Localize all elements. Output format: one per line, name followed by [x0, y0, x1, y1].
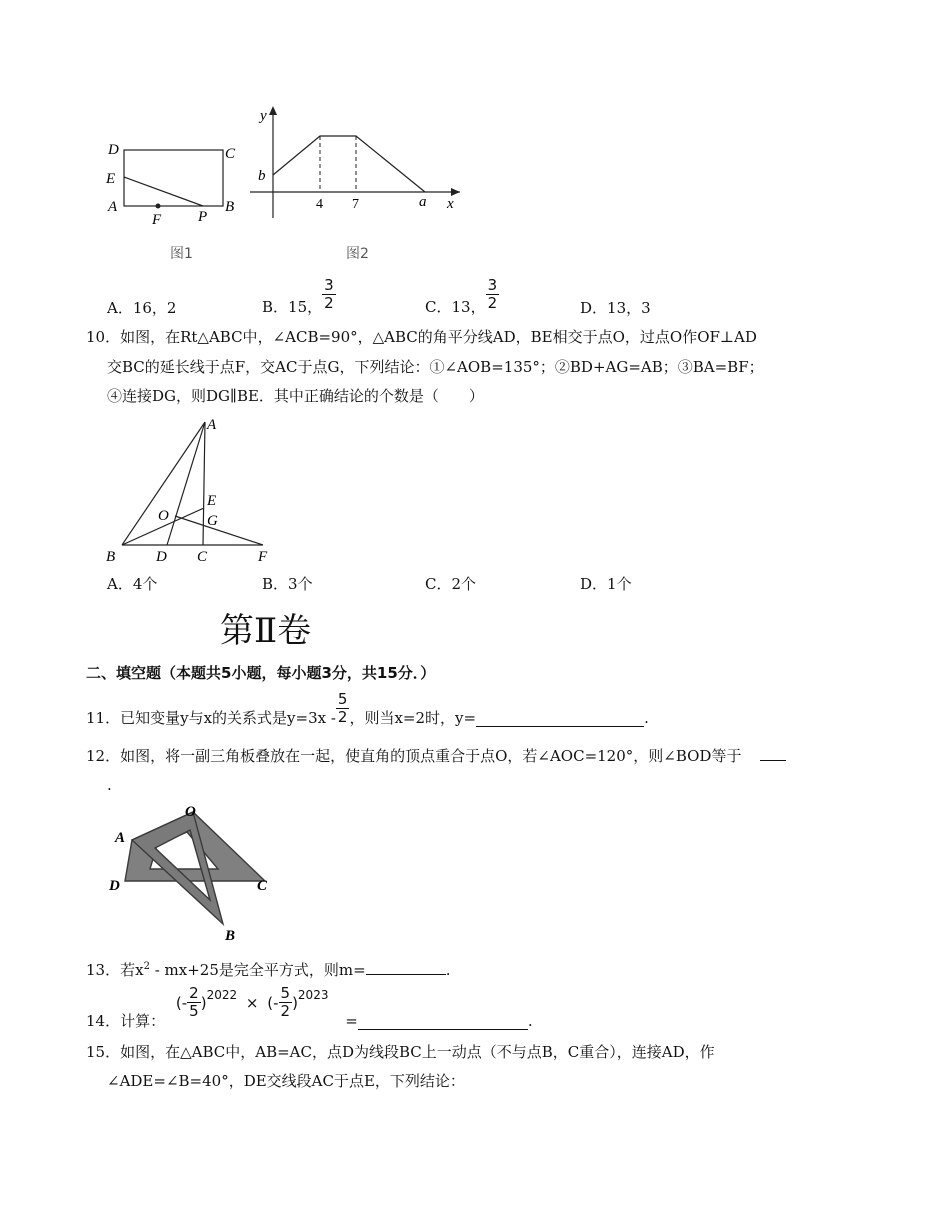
q12-figure	[105, 800, 280, 945]
q10-line3: ④连接DG，则DG∥BE．其中正确结论的个数是（ ）	[107, 387, 484, 405]
label-A: A	[108, 199, 118, 215]
q10-line2: 交BC的延长线于点F，交AC于点G，下列结论：①∠AOB=135°；②BD+AG=AB；③BA=BF；	[107, 358, 764, 376]
label-P: P	[198, 209, 208, 225]
q14-answer-blank	[358, 1011, 528, 1030]
q15-line2: ∠ADE=∠B=40°，DE交线段AC于点E，下列结论：	[107, 1072, 465, 1090]
q13: 13．若$x^2 - mx+25$是完全平方式，则m= .	[86, 961, 451, 979]
label-G: G	[207, 513, 218, 529]
label-B: B	[225, 928, 236, 944]
q10-option-d: D．1个	[580, 575, 632, 593]
axis-x-label: x	[447, 196, 454, 212]
q10-option-a: A．4个	[107, 575, 158, 593]
q12-end: .	[107, 776, 112, 794]
label-E: E	[106, 171, 116, 187]
label-O: O	[158, 508, 169, 524]
fig1-caption: 图1	[170, 246, 193, 262]
q10-option-b: B．3个	[262, 575, 313, 593]
q9-option-c: C．13， $\frac{3}{2}$	[425, 276, 498, 316]
q9-option-a: A．16，2	[107, 299, 177, 317]
part2-title: 第Ⅱ卷	[220, 611, 312, 651]
label-F: F	[152, 212, 162, 228]
label-O: O	[185, 804, 196, 820]
q13-answer-blank	[366, 974, 446, 975]
q9-figures	[100, 100, 480, 230]
q10-option-c: C．2个	[425, 575, 477, 593]
q9-option-b: B．15， $\frac{3}{2}$	[262, 276, 334, 316]
tick-7: 7	[352, 197, 359, 212]
label-D: D	[156, 549, 167, 565]
axis-y-label: y	[260, 108, 267, 124]
label-C: C	[197, 549, 208, 565]
q9-figure2-graph	[250, 106, 460, 218]
tick-a: a	[419, 194, 427, 210]
label-A: A	[207, 417, 217, 433]
q11: 11．已知变量y与x的关系式是y=3x - $\frac{5}{2}$ ，则当x=2时，y= .	[86, 689, 649, 727]
label-B: B	[106, 549, 116, 565]
label-D: D	[108, 142, 119, 158]
label-A: A	[115, 830, 126, 846]
section2-heading: 二、填空题（本题共5小题，每小题3分，共15分．）	[86, 664, 436, 682]
q12: 12．如图，将一副三角板叠放在一起，使直角的顶点重合于点O，若∠AOC=120°，则∠BOD等于	[86, 746, 786, 766]
label-D: D	[109, 878, 120, 894]
q11-answer-blank	[476, 726, 644, 727]
fig2-caption: 图2	[346, 246, 369, 262]
q14: 14．计算： (- $\frac{2}{5}$ )$^{2022}$ × (- $\frac{5}{2}$ )$^{2023}$ = .	[86, 984, 533, 1030]
q9-figure1-rectangle	[105, 142, 236, 228]
q10-line1: 10．如图，在Rt△ABC中，∠ACB=90°，△ABC的角平分线AD，BE相交于点O，过点O作OF⊥AD	[86, 328, 757, 346]
q12-answer-blank	[760, 760, 786, 761]
label-B: B	[225, 199, 235, 215]
label-C: C	[257, 878, 268, 894]
q10-figure	[100, 412, 290, 568]
label-E: E	[207, 493, 217, 509]
q9-option-d: D．13，3	[580, 299, 651, 317]
q15-line1: 15．如图，在△ABC中，AB=AC，点D为线段BC上一动点（不与点B，C重合），连接AD，作	[86, 1043, 715, 1061]
label-C: C	[225, 146, 236, 162]
label-b: b	[258, 168, 266, 184]
label-F: F	[258, 549, 268, 565]
tick-4: 4	[316, 197, 323, 212]
